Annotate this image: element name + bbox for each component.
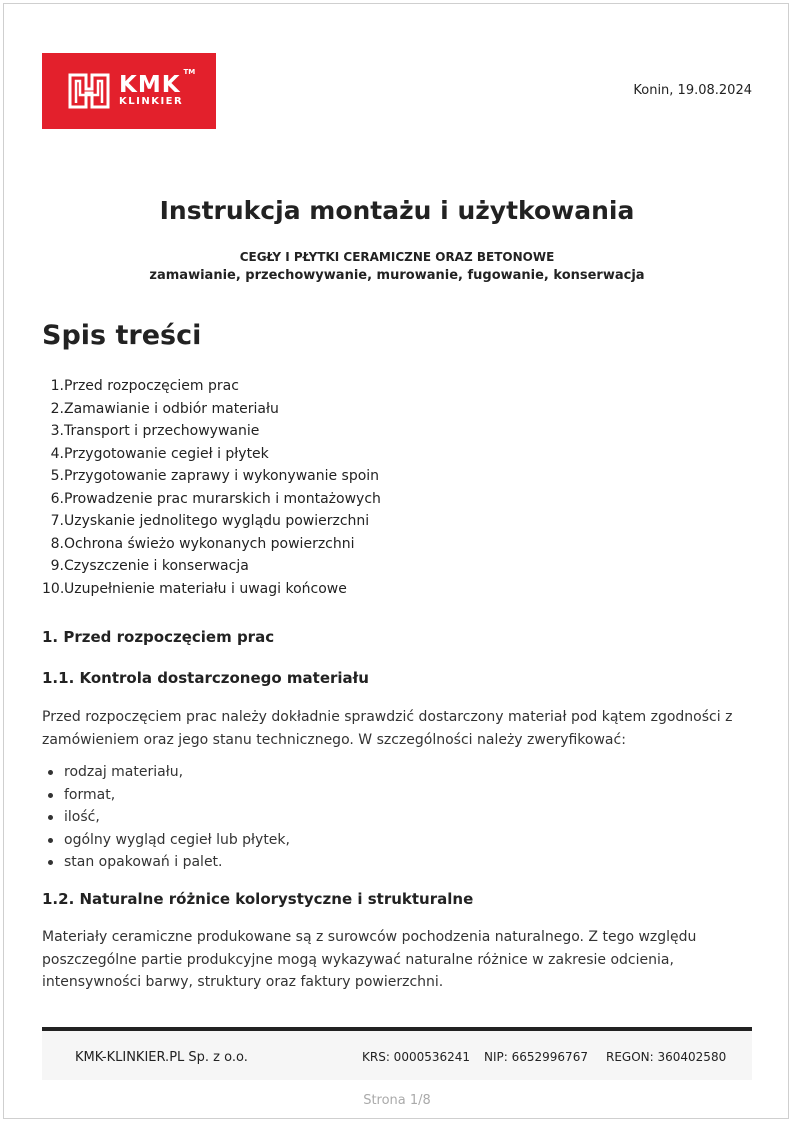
bullet-item: stan opakowań i palet. <box>42 851 290 874</box>
bullet-item: format, <box>42 784 290 807</box>
toc-item-label: Przed rozpoczęciem prac <box>64 378 239 394</box>
toc-item <box>42 465 381 488</box>
place-date: Konin, 19.08.2024 <box>633 83 752 98</box>
toc-item-number: 3. <box>50 423 64 439</box>
logo-trademark: TM <box>183 68 196 76</box>
logo-text <box>119 68 196 108</box>
toc-list <box>42 375 381 600</box>
toc-item <box>42 420 381 443</box>
toc-item-label: Czyszczenie i konserwacja <box>64 558 249 574</box>
toc-item <box>42 375 381 398</box>
toc-item-label: Zamawianie i odbiór materiału <box>64 400 279 417</box>
toc-item-label: Uzupełnienie materiału i uwagi końcowe <box>64 580 347 597</box>
toc-item-number: 2. <box>50 400 64 417</box>
toc-item-number: 9. <box>50 558 64 574</box>
bullet-list <box>42 761 290 874</box>
toc-item-number: 1. <box>50 378 64 394</box>
toc-item <box>42 578 381 601</box>
toc-item-number: 4. <box>50 445 64 462</box>
toc-item <box>42 555 381 578</box>
toc-item-label: Prowadzenie prac murarskich i montażowych <box>64 490 381 507</box>
logo-name: KMK <box>119 72 181 98</box>
bullet-item: rodzaj materiału, <box>42 761 290 784</box>
bullet-item: ilość, <box>42 806 290 829</box>
toc-item-label: Transport i przechowywanie <box>64 423 260 439</box>
toc-heading: Spis treści <box>42 320 202 351</box>
bullet-item: ogólny wygląd cegieł lub płytek, <box>42 829 290 852</box>
section-heading: 1. Przed rozpoczęciem prac <box>42 628 275 646</box>
toc-item <box>42 510 381 533</box>
footer-krs: KRS: 0000536241 <box>362 1050 471 1064</box>
toc-item <box>42 488 381 511</box>
page-footer <box>42 1027 752 1080</box>
toc-item-number: 6. <box>50 490 64 507</box>
toc-item <box>42 443 381 466</box>
toc-item-number: 7. <box>50 513 64 529</box>
toc-item-label: Przygotowanie cegieł i płytek <box>64 445 269 462</box>
footer-company: KMK-KLINKIER.PL Sp. z o.o. <box>75 1050 248 1065</box>
paragraph: Materiały ceramiczne produkowane są z surowców pochodzenia naturalnego. Z tego względu poszczególne partie produkcyjne mogą wykazywać naturalne różnice w zakresie odcienia, intensywności barwy, struktury oraz faktury powierzchni. <box>42 929 697 990</box>
subsection-heading: 1.2. Naturalne różnice kolorystyczne i strukturalne <box>42 890 474 908</box>
toc-item-label: Ochrona świeżo wykonanych powierzchni <box>64 535 355 552</box>
toc-item-number: 10. <box>42 580 65 597</box>
logo-subname: KLINKIER <box>119 96 184 107</box>
document-title: Instrukcja montażu i użytkowania <box>159 196 635 225</box>
toc-item <box>42 533 381 556</box>
toc-item-number: 8. <box>50 535 64 552</box>
toc-item-label: Uzyskanie jednolitego wyglądu powierzchni <box>64 513 370 529</box>
document-subtitle: CEGŁY I PŁYTKI CERAMICZNE ORAZ BETONOWE <box>239 250 555 264</box>
page-number: Strona 1/8 <box>363 1093 431 1108</box>
toc-item-label: Przygotowanie zaprawy i wykonywanie spoin <box>64 468 380 484</box>
footer-nip: NIP: 6652996767 <box>484 1050 588 1064</box>
toc-item <box>42 398 381 421</box>
subsection-heading: 1.1. Kontrola dostarczonego materiału <box>42 669 369 687</box>
company-logo <box>42 53 216 129</box>
paragraph: Przed rozpoczęciem prac należy dokładnie sprawdzić dostarczony materiał pod kątem zgodności z zamówieniem oraz jego stanu technicznego. W szczególności należy zweryfikować: <box>42 709 733 748</box>
kmk-logo-icon <box>68 73 110 109</box>
toc-item-number: 5. <box>50 468 64 484</box>
footer-regon: REGON: 360402580 <box>606 1050 727 1064</box>
document-subtitle-topics: zamawianie, przechowywanie, murowanie, fugowanie, konserwacja <box>149 268 645 283</box>
